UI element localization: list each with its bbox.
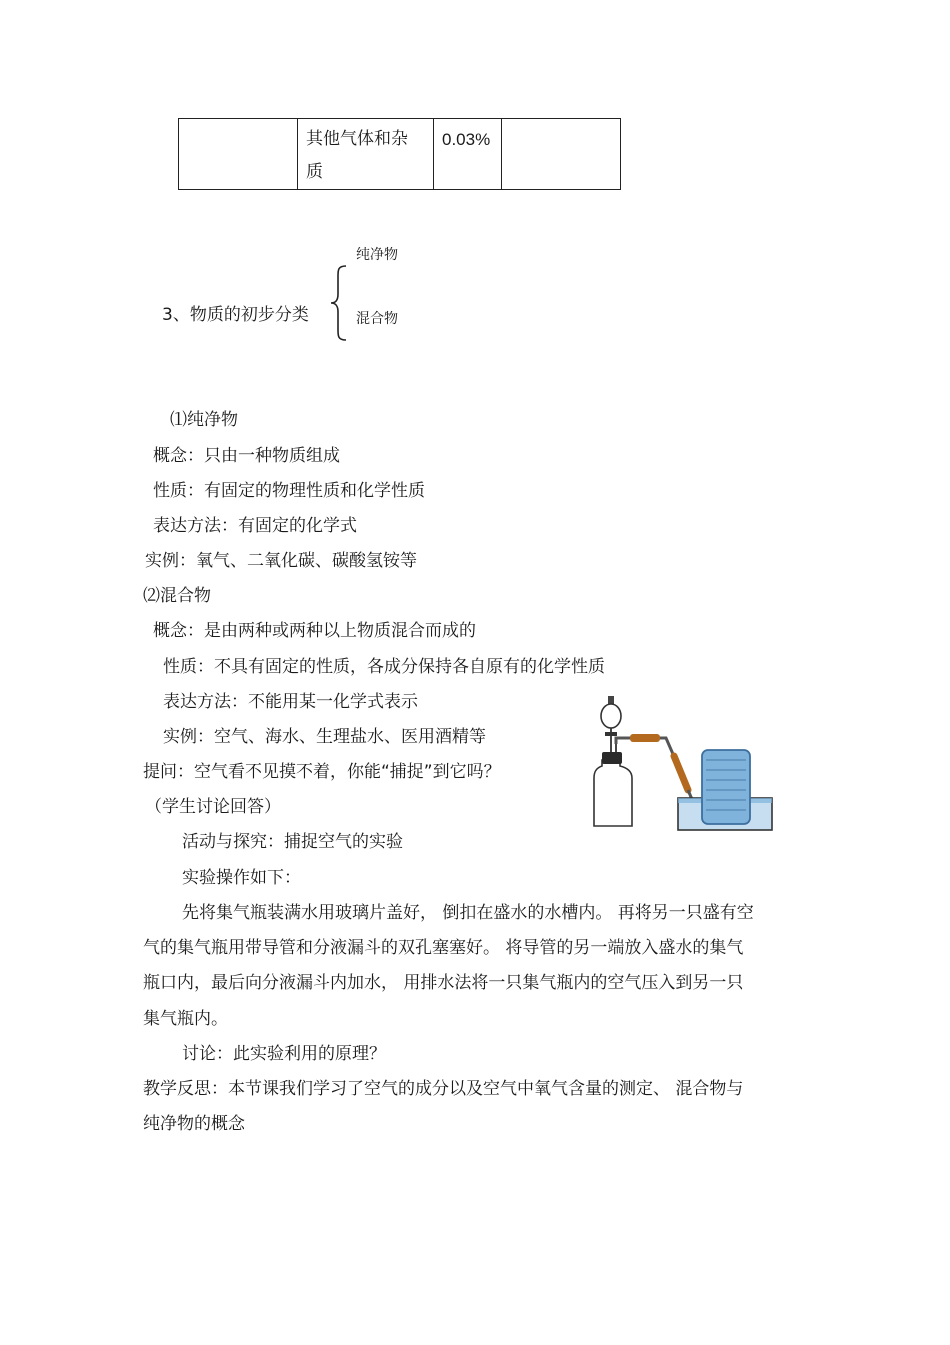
mixture-expression: 表达方法：不能用某一化学式表示 [163,692,418,712]
activity: 活动与探究：捕捉空气的实验 [182,832,403,852]
paragraph-line2: 气的集气瓶用带导管和分液漏斗的双孔塞塞好。 将导管的另一端放入盛水的集气 [143,938,744,958]
composition-table [178,118,621,190]
table-cell [502,119,621,190]
paragraph-line3: 瓶口内，最后向分液漏斗内加水， 用排水法将一只集气瓶内的空气压入到另一只 [143,973,744,993]
mixture-title: ⑵混合物 [143,586,211,606]
pure-example: 实例：氧气、二氧化碳、碳酸氢铵等 [145,551,417,571]
gas-name-line2: 质 [306,162,323,182]
mixture-property: 性质：不具有固定的性质，各成分保持各自原有的化学性质 [163,657,605,677]
gas-name-line1: 其他气体和杂 [306,129,408,149]
reflection-line2: 纯净物的概念 [143,1114,245,1134]
paragraph-line1: 先将集气瓶装满水用玻璃片盖好， 倒扣在盛水的水槽内。 再将另一只盛有空 [182,903,754,923]
class-item-pure: 纯净物 [356,247,398,263]
pure-title: ⑴纯净物 [170,410,238,430]
mixture-example: 实例：空气、海水、生理盐水、医用酒精等 [163,727,486,747]
student-discussion: （学生讨论回答） [145,797,281,817]
gas-bottle-icon [594,744,632,826]
table-cell [434,119,502,190]
table-row [179,119,621,190]
volume-percent: 0.03% [442,130,491,149]
question: 提问：空气看不见摸不着，你能“捕捉”到它吗？ [143,762,501,782]
discussion: 讨论：此实验利用的原理？ [182,1044,386,1064]
table-cell [298,119,434,190]
classification-heading: 3、物质的初步分类 [162,305,309,325]
pure-property: 性质：有固定的物理性质和化学性质 [153,481,425,501]
reflection-line1: 教学反思：本节课我们学习了空气的成分以及空气中氧气含量的测定、 混合物与 [143,1079,744,1099]
operation: 实验操作如下： [182,868,301,888]
inverted-jar-icon [702,750,750,824]
pure-expression: 表达方法：有固定的化学式 [153,516,357,536]
brace-icon [328,264,352,342]
mixture-concept: 概念：是由两种或两种以上物质混合而成的 [153,621,476,641]
paragraph-line4: 集气瓶内。 [143,1009,228,1029]
pure-concept: 概念：只由一种物质组成 [153,446,340,466]
table-cell [179,119,298,190]
class-item-mixture: 混合物 [356,311,398,327]
apparatus-figure [588,694,778,834]
separatory-funnel-icon [601,696,621,754]
